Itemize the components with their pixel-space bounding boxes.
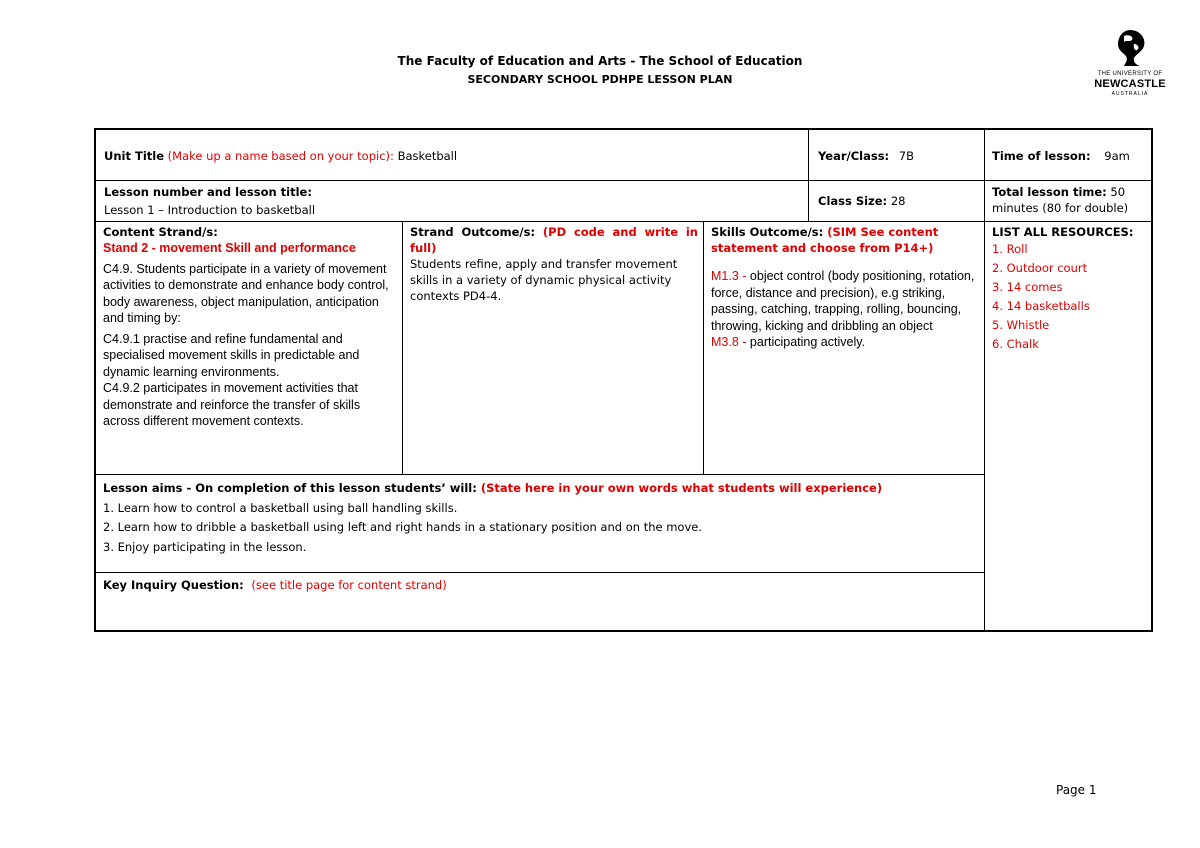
total-time-label: Total lesson time: [992,185,1107,199]
page-number: Page 1 [1056,783,1097,797]
unit-title-hint: (Make up a name based on your topic): [167,149,394,163]
class-size-field [818,193,905,209]
skills-outcome-m13 [711,268,979,334]
total-time-suffix: minutes (80 for double) [992,201,1129,215]
key-inquiry-hint: (see title page for content strand) [251,578,447,592]
lesson-aim-item: 2. Learn how to dribble a basketball using left and right hands in a stationary position and on the move. [103,520,702,534]
lesson-plan-title: SECONDARY SCHOOL PDHPE LESSON PLAN [467,73,733,86]
faculty-header: The Faculty of Education and Arts - The School of Education [397,54,803,68]
col-divider-year [808,128,809,221]
year-class-field [818,148,914,164]
seahorse-crest-icon [1110,28,1150,68]
resource-item: 2. Outdoor court [992,261,1088,275]
lesson-aims-label: Lesson aims [103,481,183,495]
key-inquiry-field [103,577,447,593]
skills-outcome-label: Skills Outcome/s: [711,225,824,239]
row-divider-2 [94,221,1153,222]
lesson-aims-heading [103,479,979,499]
skills-outcome-m38 [711,334,979,351]
university-logo [1090,28,1170,100]
logo-newcastle: NEWCASTLE [1094,78,1166,90]
content-strand-c492: C4.9.2 participates in movement activities that demonstrate and reinforce the transfer of skills across different movement contexts. [103,381,361,428]
resource-item: 1. Roll [992,242,1028,256]
content-strand-c49: C4.9. Students participate in a variety of movement activities to demonstrate and enhance body control, body awareness, object manipulation, anticipation and timing by: [103,261,389,325]
row-divider-1 [94,180,1153,181]
total-time-value: 50 [1110,185,1126,199]
resources-list [992,240,1148,354]
skills-outcome-hint: (SIM See content statement and choose from P14+) [711,225,939,255]
class-size-value: 28 [890,194,906,208]
strand-outcome-heading [410,224,698,256]
resource-item: 4. 14 basketballs [992,299,1090,313]
resource-item: 6. Chalk [992,337,1039,351]
class-size-label: Class Size: [818,194,888,208]
resources-label: LIST ALL RESOURCES: [992,225,1134,239]
col-divider-resources [984,128,985,632]
resource-item: 5. Whistle [992,318,1050,332]
unit-title-label: Unit Title [104,149,164,163]
content-strand-cell [103,224,397,430]
row-divider-4 [94,572,984,573]
year-class-label: Year/Class: [818,149,890,163]
resources-cell [992,224,1148,354]
content-strand-title: Stand 2 - movement Skill and performance [103,241,356,255]
total-time-field [992,184,1152,216]
lesson-aim-item: 1. Learn how to control a basketball using ball handling skills. [103,500,458,515]
lesson-aim-item: 3. Enjoy participating in the lesson. [103,539,307,554]
strand-outcome-cell [410,224,698,304]
lesson-aims-hint: (State here in your own words what students will experience) [476,481,883,495]
lesson-number-label: Lesson number and lesson title: [104,185,312,199]
skills-outcome-heading [711,224,979,256]
m38-text: participating actively. [749,335,866,349]
col-divider-strand [402,221,403,474]
m38-code: M3.8 - [711,335,747,349]
lesson-number-value: Lesson 1 – Introduction to basketball [104,203,316,217]
strand-outcome-body: Students refine, apply and transfer movement skills in a variety of dynamic physical activity contexts PD4-4. [410,257,678,303]
unit-title-field [104,148,457,164]
logo-university-of: THE UNIVERSITY OF [1097,71,1163,77]
resource-item: 3. 14 comes [992,280,1063,294]
year-class-value: 7B [898,149,915,163]
lesson-aims-lead: - On completion of this lesson students’ will: [182,481,477,495]
skills-outcome-cell [711,224,979,351]
lesson-aims-cell [103,479,979,557]
content-strand-c491: C4.9.1 practise and refine fundamental and specialised movement skills in predictable and dynamic learning environments. [103,331,360,379]
m13-text: object control (body positioning, rotation, force, distance and precision), e.g striking, passing, catching, trapping, rolling, bouncing, throwing, kicking and dribbling an object [711,269,975,333]
time-of-lesson-field [992,148,1130,164]
strand-outcome-hint: (PD code and write in full) [410,225,698,255]
content-strand-label: Content Strand/s: [103,225,218,239]
key-inquiry-label: Key Inquiry Question: [103,578,244,592]
unit-title-value: Basketball [397,149,458,163]
time-of-lesson-label: Time of lesson: [992,149,1091,163]
time-of-lesson-value: 9am [1104,149,1130,163]
col-divider-skills [703,221,704,474]
logo-australia: AUSTRALIA [1111,91,1149,97]
row-divider-3 [94,474,984,475]
strand-outcome-label: Strand Outcome/s: [410,225,536,239]
m13-code: M1.3 - [711,269,747,283]
